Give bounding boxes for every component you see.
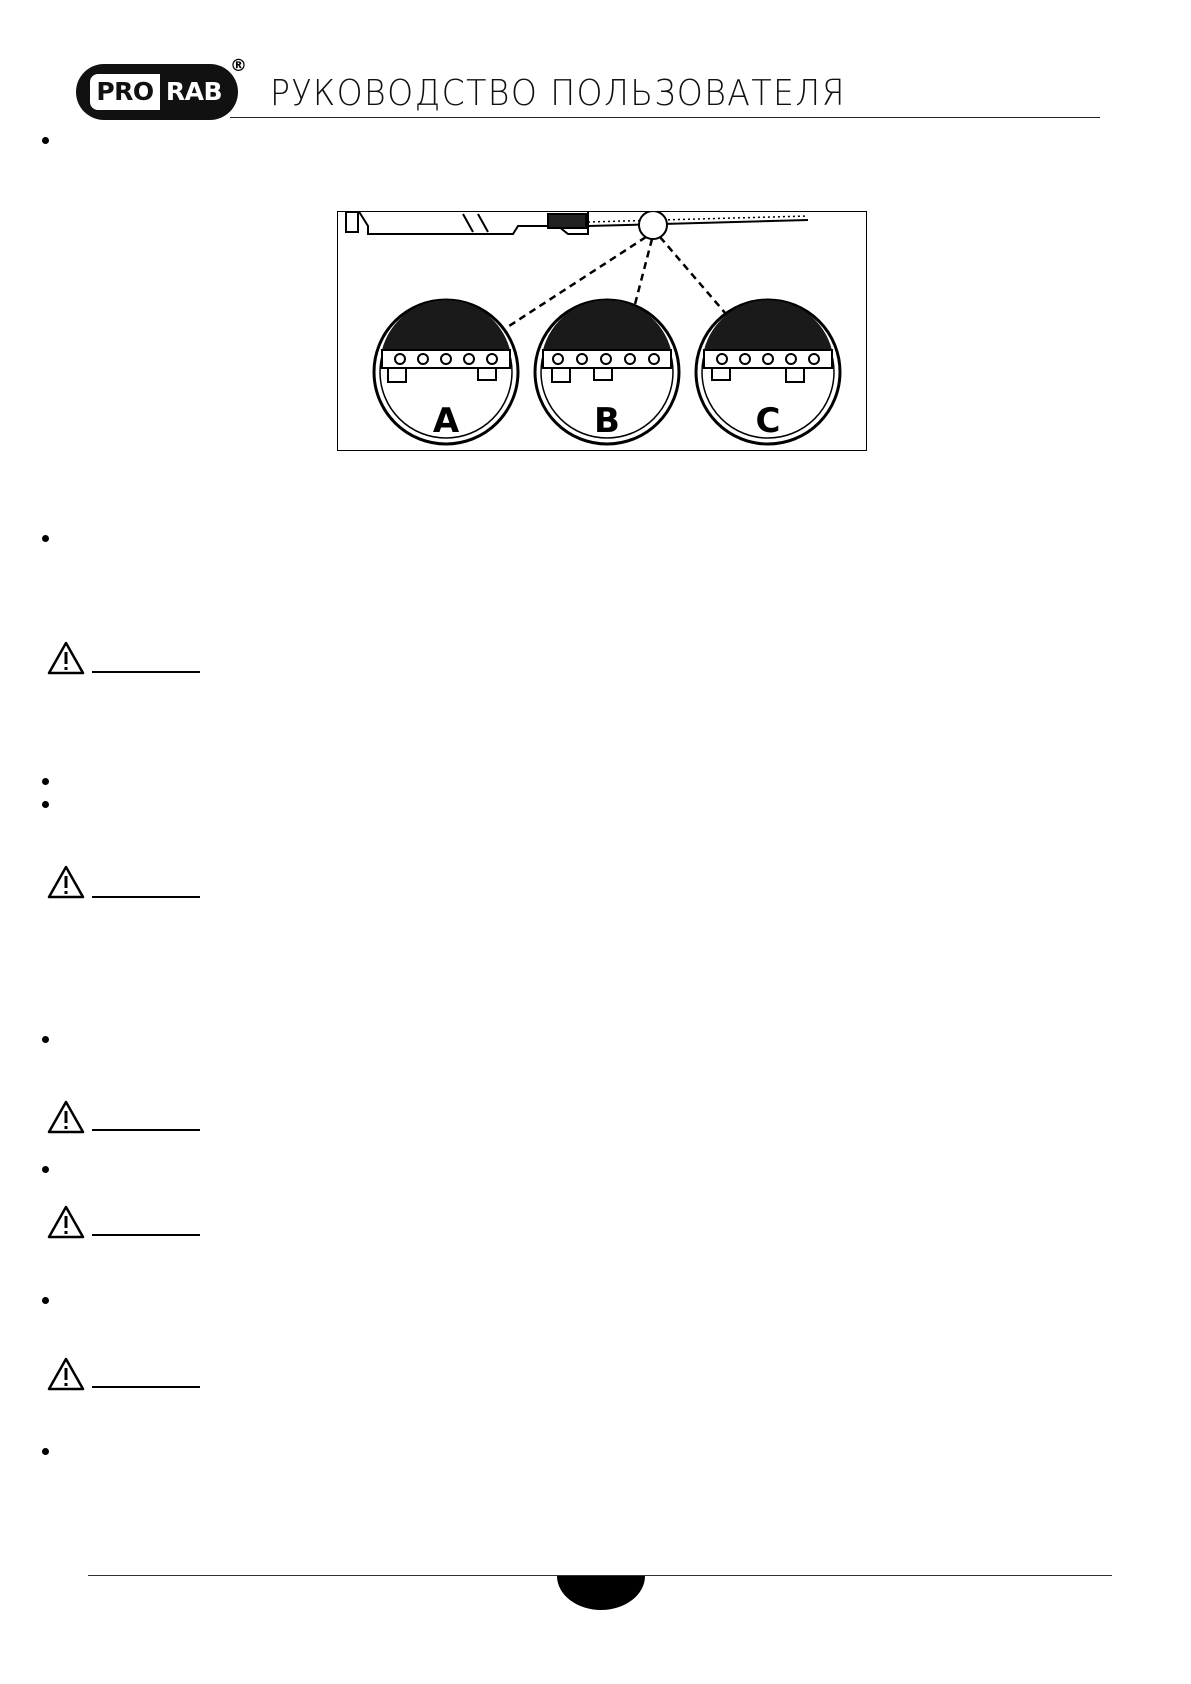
figure-label-a: A [432, 401, 460, 441]
magnifier-circle [639, 212, 667, 239]
warning-underline [92, 671, 200, 673]
warning-triangle-icon [46, 1204, 86, 1240]
chain-circle-c [696, 300, 840, 444]
chain-figure [337, 211, 867, 451]
page-number-badge [557, 1576, 645, 1610]
registered-mark: ® [230, 56, 247, 76]
warning-underline [92, 1129, 200, 1131]
guide-bar [588, 220, 808, 226]
warning-triangle-icon [46, 640, 86, 676]
bullet-dot [42, 535, 49, 542]
logo-rab-text: RAB [165, 77, 223, 106]
logo-pro-text: PRO [90, 74, 160, 110]
bullet-dot [42, 801, 49, 808]
chain-circle-a [374, 300, 518, 444]
warning-underline [92, 1386, 200, 1388]
warning-triangle-icon [46, 1099, 86, 1135]
bullet-dot [42, 137, 49, 144]
figure-label-b: B [594, 401, 620, 441]
bullet-dot [42, 1036, 49, 1043]
header-divider [230, 117, 1100, 118]
bullet-dot [42, 1166, 49, 1173]
warning-underline [92, 896, 200, 898]
warning-triangle-icon [46, 1356, 86, 1392]
figure-label-c: C [755, 401, 781, 441]
document-title: РУКОВОДСТВО ПОЛЬЗОВАТЕЛЯ [270, 73, 846, 114]
chain-illustration [338, 212, 867, 451]
warning-underline [92, 1234, 200, 1236]
warning-triangle-icon [46, 864, 86, 900]
bullet-dot [42, 1297, 49, 1304]
bullet-dot [42, 1448, 49, 1455]
brand-logo [76, 64, 238, 120]
bullet-dot [42, 778, 49, 785]
chainsaw-body [346, 212, 588, 234]
chain-circle-b [535, 300, 679, 444]
